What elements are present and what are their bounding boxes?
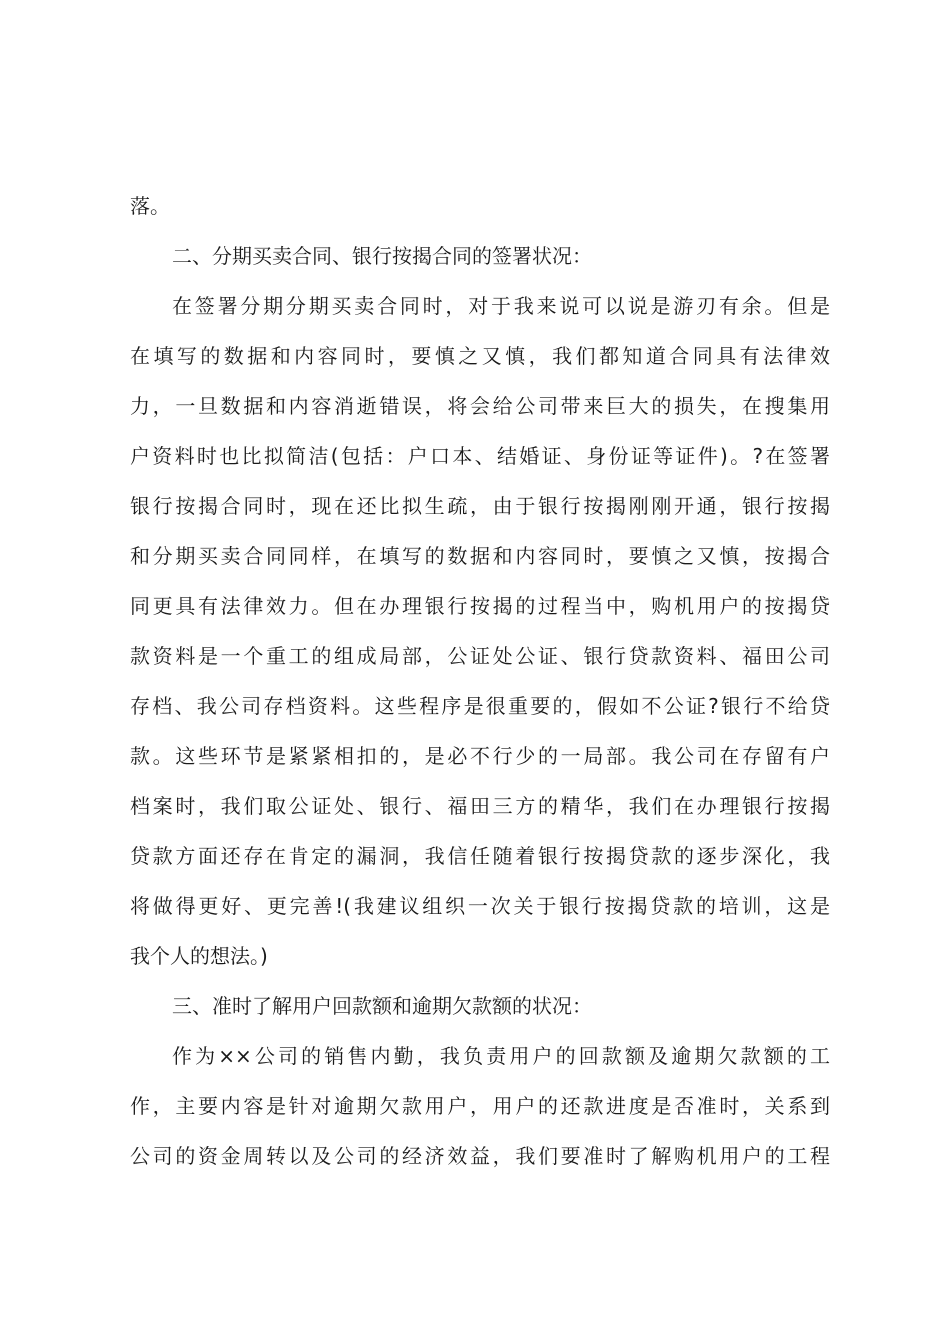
text-line: 贷款方面还存在肯定的漏洞，我信任随着银行按揭贷款的逐步深化，我	[130, 844, 830, 868]
text-line: 将做得更好、更完善!(我建议组织一次关于银行按揭贷款的培训，这是	[130, 894, 830, 918]
text-line: 档案时，我们取公证处、银行、福田三方的精华，我们在办理银行按揭	[130, 794, 830, 818]
text-line: 力，一旦数据和内容消逝错误，将会给公司带来巨大的损失，在搜集用	[130, 394, 830, 418]
text-line: 作，主要内容是针对逾期欠款用户，用户的还款进度是否准时，关系到	[130, 1094, 830, 1118]
text-line: 款资料是一个重工的组成局部，公证处公证、银行贷款资料、福田公司	[130, 644, 830, 668]
section-heading: 三、准时了解用户回款额和逾期欠款额的状况：	[172, 994, 592, 1018]
text-line: 公司的资金周转以及公司的经济效益，我们要准时了解购机用户的工程	[130, 1144, 830, 1168]
text-line: 落。	[130, 194, 170, 218]
section-heading: 二、分期买卖合同、银行按揭合同的签署状况：	[172, 244, 592, 268]
text-line: 款。这些环节是紧紧相扣的，是必不行少的一局部。我公司在存留有户	[130, 744, 830, 768]
text-line: 在填写的数据和内容同时，要慎之又慎，我们都知道合同具有法律效	[130, 344, 830, 368]
text-line: 户资料时也比拟简洁(包括：户口本、结婚证、身份证等证件)。?在签署	[130, 444, 830, 468]
text-line: 作为××公司的销售内勤，我负责用户的回款额及逾期欠款额的工	[172, 1044, 830, 1068]
text-line: 存档、我公司存档资料。这些程序是很重要的，假如不公证?银行不给贷	[130, 694, 830, 718]
text-line: 同更具有法律效力。但在办理银行按揭的过程当中，购机用户的按揭贷	[130, 594, 830, 618]
text-line: 在签署分期分期买卖合同时，对于我来说可以说是游刃有余。但是	[172, 294, 830, 318]
text-line: 和分期买卖合同同样，在填写的数据和内容同时，要慎之又慎，按揭合	[130, 544, 830, 568]
text-line: 我个人的想法。)	[130, 944, 268, 968]
text-line: 银行按揭合同时，现在还比拟生疏，由于银行按揭刚刚开通，银行按揭	[130, 494, 830, 518]
